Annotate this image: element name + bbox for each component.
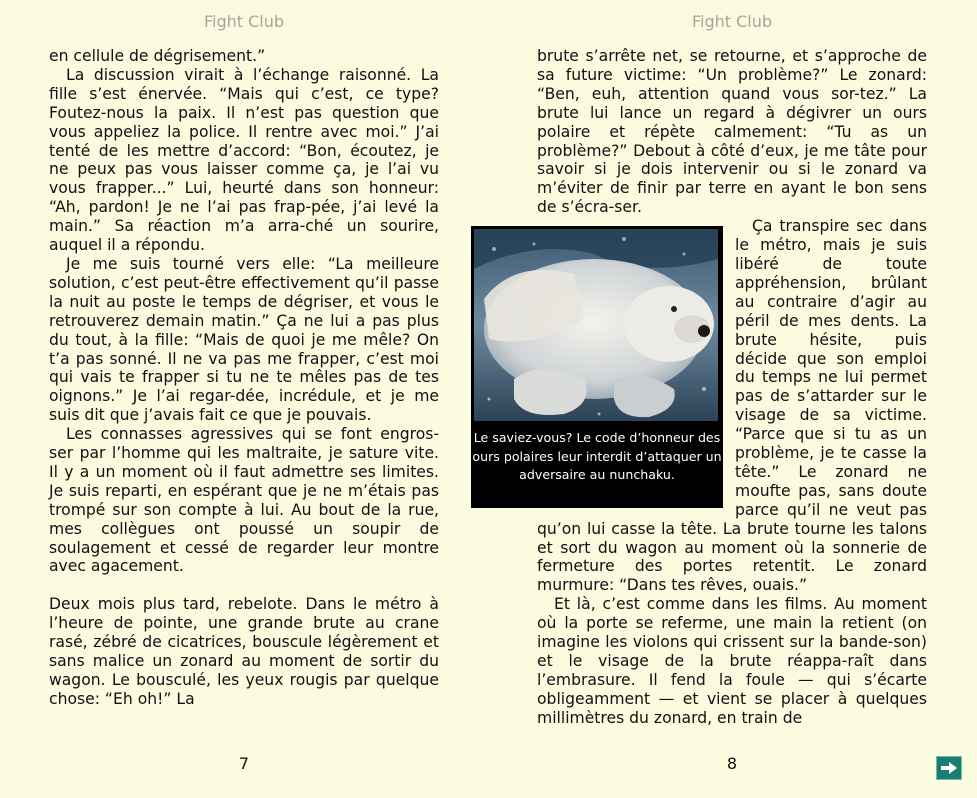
running-head-left: Fight Club <box>203 12 285 31</box>
figure-caption: Le saviez-vous? Le code d’honneur des ours polaires leur interdit d’attaquer un adversaire au nunchaku. <box>472 430 722 483</box>
left-page-text <box>49 47 439 709</box>
paragraph: La discussion virait à l’échange raisonné. La fille s’est énervée. “Mais qui c’est, ce type? Foutez-nous la paix. Il n’est pas question que vous appeliez la police. Il rentre avec moi.” J’ai tenté de les mettre d’accord: “Bon, écoutez, je ne peux pas vous laisser comme ça, je l’ai vu vous frapper...” Lui, heurté dans son honneur: “Ah, pardon! Je ne l’ai pas frap-pée, j’ai levé la main.” Sa réaction m’a arra-ché un sourire, auquel il a répondu. <box>49 65 439 255</box>
paragraph: Je me suis tourné vers elle: “La meilleure solution, c’est peut-être effectivement qu’il passe la nuit au poste le temps de dégriser, et vous le retrouverez demain matin.” Ça ne lui a pas plus du tout, à la fille: “Mais de quoi je me mêle? On t’a pas sonné. Il ne va pas me frapper, c’est moi qui vais te frapper si tu ne te mêles pas de tes oignons.” Je l’ai regar-dée, incrédule, et je me suis dit que j’avais fait ce que je pouvais. <box>49 254 439 425</box>
right-page-text <box>472 47 927 728</box>
paragraph: Ça transpire sec dans le métro, mais je suis libéré de toute appréhension, brûlant au contraire d’agir au péril de mes dents. La brute hésite, puis décide que son emploi du temps ne lui permet pas de s’attarder sur le visage de sa victime. “Parce que si tu as un problème, je te casse la tête.” Le zonard ne moufte pas, sans doute parce qu’il ne veut pas qu’on lui casse la tête. La brute tourne les talons et sort du wagon au moment où la sonnerie de fermeture des portes retentit. Le zonard murmure: “Dans tes rêves, ouais.” <box>537 217 927 595</box>
running-head-right: Fight Club <box>691 12 773 31</box>
page-number-left: 7 <box>238 754 250 773</box>
paragraph: Deux mois plus tard, rebelote. Dans le métro à l’heure de pointe, une grande brute au crane rasé, zébré de cicatrices, bouscule légèrement et sans malice un zonard au moment de sortir du wagon. Le bousculé, les yeux rougis par quelque chose: “Eh oh!” La <box>49 595 439 708</box>
paragraph: Et là, c’est comme dans les films. Au moment où la porte se referme, une main la retient (on imagine les violons qui crissent sur la bande-son) et le visage de la brute réappa-raît dans l’embrasure. Il fend la foule — qui s’écarte obligeamment — et vient se placer à quelques millimètres du zonard, en train de <box>537 595 927 727</box>
paragraph: Les connasses agressives qui se font engros-ser par l’homme qui les maltraite, je sature vite. Il y a un moment où il faut admettre ses limites. Je suis reparti, en espérant que je ne m’étais pas trompé sur son compte à lui. Au bout de la rue, mes collègues ont poussé un soupir de soulagement et cessé de regarder leur montre avec agacement. <box>49 425 439 576</box>
next-page-button[interactable] <box>936 756 962 780</box>
paragraph: en cellule de dégrisement.” <box>49 47 266 65</box>
polar-bear-photo <box>474 229 718 421</box>
paragraph: brute s’arrête net, se retourne, et s’approche de sa future victime: “Un problème?” Le zonard: “Ben, euh, attention quand vous sor-tez.” La brute lui lance un regard à dégivrer un ours polaire et répète calmement: “Tu as un problème?” Debout à côté d’eux, je me tâte pour savoir si je dois intervenir ou si le zonard va m’éviter de finir par terre en ayant le bon sens de s’écra-ser. <box>537 47 927 217</box>
polar-bear-figure <box>471 226 723 508</box>
arrow-right-icon <box>937 757 961 779</box>
page-number-right: 8 <box>726 754 738 773</box>
